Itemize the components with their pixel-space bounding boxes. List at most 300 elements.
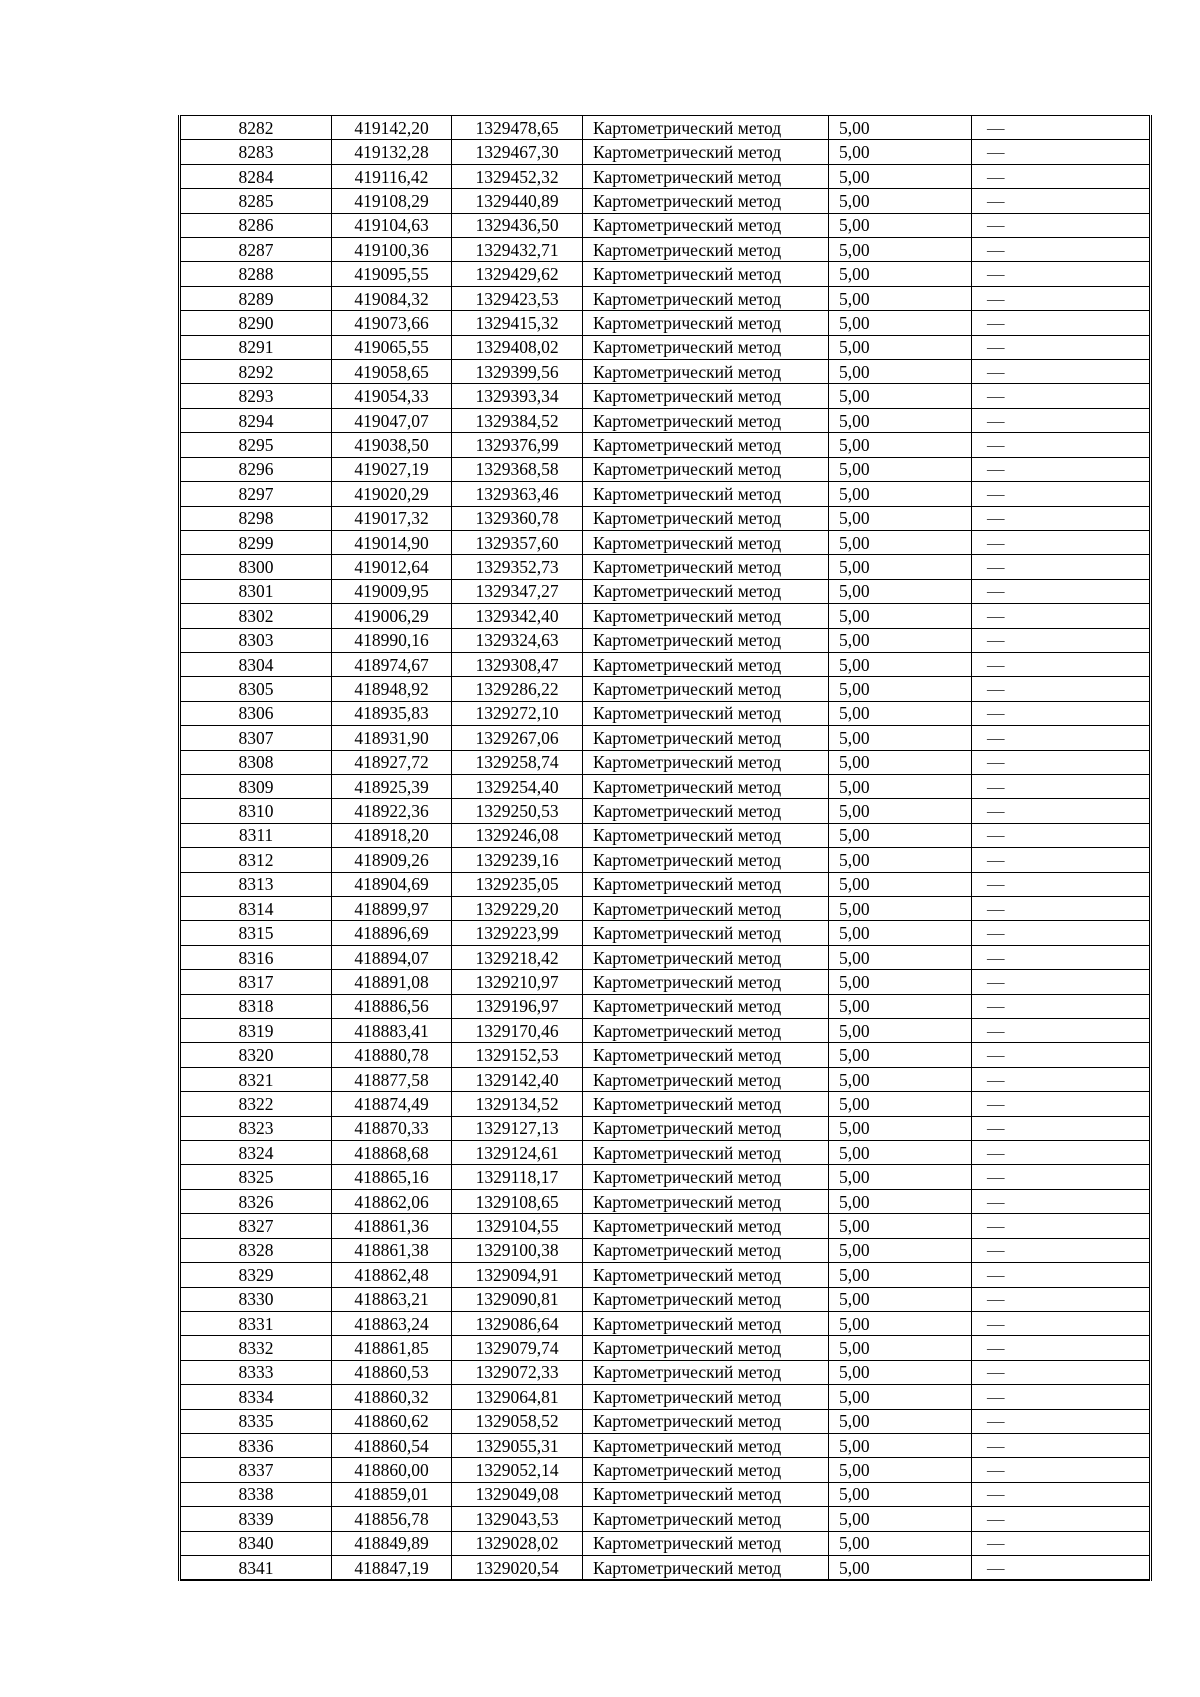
accuracy-cell: 5,00	[829, 701, 972, 725]
x-coordinate-cell: 419095,55	[332, 262, 452, 286]
x-coordinate-cell: 418861,38	[332, 1238, 452, 1262]
accuracy-cell: 5,00	[829, 433, 972, 457]
method-cell: Картометрический метод	[583, 750, 829, 774]
point-number-cell: 8340	[180, 1531, 332, 1555]
y-coordinate-cell: 1329246,08	[452, 823, 583, 847]
table-body	[180, 116, 1151, 1581]
method-cell: Картометрический метод	[583, 1019, 829, 1043]
table-row	[180, 433, 1151, 457]
accuracy-cell: 5,00	[829, 1287, 972, 1311]
description-cell: —	[972, 1287, 1151, 1311]
description-cell: —	[972, 164, 1151, 188]
description-cell: —	[972, 311, 1151, 335]
accuracy-cell: 5,00	[829, 1409, 972, 1433]
method-cell: Картометрический метод	[583, 897, 829, 921]
point-number-cell: 8303	[180, 628, 332, 652]
point-number-cell: 8336	[180, 1433, 332, 1457]
point-number-cell: 8329	[180, 1263, 332, 1287]
method-cell: Картометрический метод	[583, 1336, 829, 1360]
description-cell: —	[972, 335, 1151, 359]
x-coordinate-cell: 419014,90	[332, 530, 452, 554]
accuracy-cell: 5,00	[829, 872, 972, 896]
description-cell: —	[972, 848, 1151, 872]
point-number-cell: 8283	[180, 140, 332, 164]
y-coordinate-cell: 1329432,71	[452, 238, 583, 262]
x-coordinate-cell: 418856,78	[332, 1507, 452, 1531]
y-coordinate-cell: 1329086,64	[452, 1311, 583, 1335]
description-cell: —	[972, 213, 1151, 237]
y-coordinate-cell: 1329090,81	[452, 1287, 583, 1311]
description-cell: —	[972, 945, 1151, 969]
x-coordinate-cell: 418868,68	[332, 1141, 452, 1165]
y-coordinate-cell: 1329429,62	[452, 262, 583, 286]
point-number-cell: 8331	[180, 1311, 332, 1335]
accuracy-cell: 5,00	[829, 335, 972, 359]
point-number-cell: 8284	[180, 164, 332, 188]
x-coordinate-cell: 418931,90	[332, 726, 452, 750]
description-cell: —	[972, 530, 1151, 554]
description-cell: —	[972, 897, 1151, 921]
x-coordinate-cell: 419100,36	[332, 238, 452, 262]
x-coordinate-cell: 418877,58	[332, 1067, 452, 1091]
table-row	[180, 1433, 1151, 1457]
table-row	[180, 921, 1151, 945]
y-coordinate-cell: 1329376,99	[452, 433, 583, 457]
accuracy-cell: 5,00	[829, 1067, 972, 1091]
method-cell: Картометрический метод	[583, 726, 829, 750]
method-cell: Картометрический метод	[583, 408, 829, 432]
description-cell: —	[972, 482, 1151, 506]
table-row	[180, 140, 1151, 164]
accuracy-cell: 5,00	[829, 823, 972, 847]
accuracy-cell: 5,00	[829, 360, 972, 384]
x-coordinate-cell: 418948,92	[332, 677, 452, 701]
method-cell: Картометрический метод	[583, 360, 829, 384]
description-cell: —	[972, 1433, 1151, 1457]
method-cell: Картометрический метод	[583, 799, 829, 823]
point-number-cell: 8282	[180, 116, 332, 140]
point-number-cell: 8334	[180, 1385, 332, 1409]
accuracy-cell: 5,00	[829, 1092, 972, 1116]
point-number-cell: 8302	[180, 604, 332, 628]
table-row	[180, 1555, 1151, 1580]
description-cell: —	[972, 555, 1151, 579]
description-cell: —	[972, 189, 1151, 213]
point-number-cell: 8337	[180, 1458, 332, 1482]
table-row	[180, 1189, 1151, 1213]
table-row	[180, 579, 1151, 603]
description-cell: —	[972, 408, 1151, 432]
table-row	[180, 945, 1151, 969]
description-cell: —	[972, 1458, 1151, 1482]
point-number-cell: 8335	[180, 1409, 332, 1433]
y-coordinate-cell: 1329324,63	[452, 628, 583, 652]
y-coordinate-cell: 1329094,91	[452, 1263, 583, 1287]
method-cell: Картометрический метод	[583, 579, 829, 603]
y-coordinate-cell: 1329124,61	[452, 1141, 583, 1165]
method-cell: Картометрический метод	[583, 1165, 829, 1189]
y-coordinate-cell: 1329267,06	[452, 726, 583, 750]
accuracy-cell: 5,00	[829, 604, 972, 628]
x-coordinate-cell: 418974,67	[332, 652, 452, 676]
table-row	[180, 897, 1151, 921]
accuracy-cell: 5,00	[829, 677, 972, 701]
x-coordinate-cell: 418922,36	[332, 799, 452, 823]
x-coordinate-cell: 418861,85	[332, 1336, 452, 1360]
y-coordinate-cell: 1329250,53	[452, 799, 583, 823]
y-coordinate-cell: 1329079,74	[452, 1336, 583, 1360]
point-number-cell: 8310	[180, 799, 332, 823]
point-number-cell: 8327	[180, 1214, 332, 1238]
description-cell: —	[972, 970, 1151, 994]
x-coordinate-cell: 419017,32	[332, 506, 452, 530]
method-cell: Картометрический метод	[583, 1043, 829, 1067]
accuracy-cell: 5,00	[829, 1238, 972, 1262]
accuracy-cell: 5,00	[829, 1360, 972, 1384]
description-cell: —	[972, 823, 1151, 847]
point-number-cell: 8295	[180, 433, 332, 457]
accuracy-cell: 5,00	[829, 116, 972, 140]
x-coordinate-cell: 419027,19	[332, 457, 452, 481]
point-number-cell: 8313	[180, 872, 332, 896]
table-row	[180, 555, 1151, 579]
table-row	[180, 189, 1151, 213]
method-cell: Картометрический метод	[583, 1214, 829, 1238]
point-number-cell: 8314	[180, 897, 332, 921]
method-cell: Картометрический метод	[583, 311, 829, 335]
method-cell: Картометрический метод	[583, 652, 829, 676]
description-cell: —	[972, 1092, 1151, 1116]
x-coordinate-cell: 418883,41	[332, 1019, 452, 1043]
y-coordinate-cell: 1329100,38	[452, 1238, 583, 1262]
point-number-cell: 8296	[180, 457, 332, 481]
x-coordinate-cell: 418891,08	[332, 970, 452, 994]
y-coordinate-cell: 1329218,42	[452, 945, 583, 969]
table-row	[180, 872, 1151, 896]
method-cell: Картометрический метод	[583, 970, 829, 994]
x-coordinate-cell: 418935,83	[332, 701, 452, 725]
method-cell: Картометрический метод	[583, 1116, 829, 1140]
accuracy-cell: 5,00	[829, 1555, 972, 1580]
y-coordinate-cell: 1329254,40	[452, 774, 583, 798]
description-cell: —	[972, 701, 1151, 725]
table-row	[180, 286, 1151, 310]
point-number-cell: 8324	[180, 1141, 332, 1165]
method-cell: Картометрический метод	[583, 872, 829, 896]
accuracy-cell: 5,00	[829, 945, 972, 969]
y-coordinate-cell: 1329440,89	[452, 189, 583, 213]
x-coordinate-cell: 419104,63	[332, 213, 452, 237]
table-row	[180, 1263, 1151, 1287]
method-cell: Картометрический метод	[583, 1238, 829, 1262]
table-row	[180, 970, 1151, 994]
x-coordinate-cell: 418863,24	[332, 1311, 452, 1335]
y-coordinate-cell: 1329142,40	[452, 1067, 583, 1091]
x-coordinate-cell: 419054,33	[332, 384, 452, 408]
description-cell: —	[972, 1336, 1151, 1360]
accuracy-cell: 5,00	[829, 994, 972, 1018]
accuracy-cell: 5,00	[829, 408, 972, 432]
table-row	[180, 750, 1151, 774]
table-row	[180, 335, 1151, 359]
x-coordinate-cell: 419058,65	[332, 360, 452, 384]
x-coordinate-cell: 419009,95	[332, 579, 452, 603]
description-cell: —	[972, 506, 1151, 530]
x-coordinate-cell: 418918,20	[332, 823, 452, 847]
accuracy-cell: 5,00	[829, 238, 972, 262]
method-cell: Картометрический метод	[583, 555, 829, 579]
y-coordinate-cell: 1329235,05	[452, 872, 583, 896]
table-row	[180, 1019, 1151, 1043]
description-cell: —	[972, 1214, 1151, 1238]
accuracy-cell: 5,00	[829, 482, 972, 506]
coordinates-table	[178, 115, 1152, 1581]
accuracy-cell: 5,00	[829, 311, 972, 335]
description-cell: —	[972, 1531, 1151, 1555]
x-coordinate-cell: 419020,29	[332, 482, 452, 506]
x-coordinate-cell: 418904,69	[332, 872, 452, 896]
accuracy-cell: 5,00	[829, 286, 972, 310]
point-number-cell: 8315	[180, 921, 332, 945]
description-cell: —	[972, 921, 1151, 945]
point-number-cell: 8320	[180, 1043, 332, 1067]
table-row	[180, 116, 1151, 140]
x-coordinate-cell: 418859,01	[332, 1482, 452, 1506]
description-cell: —	[972, 140, 1151, 164]
point-number-cell: 8285	[180, 189, 332, 213]
table-row	[180, 823, 1151, 847]
x-coordinate-cell: 418874,49	[332, 1092, 452, 1116]
accuracy-cell: 5,00	[829, 1019, 972, 1043]
x-coordinate-cell: 418860,00	[332, 1458, 452, 1482]
table-row	[180, 994, 1151, 1018]
y-coordinate-cell: 1329127,13	[452, 1116, 583, 1140]
table-row	[180, 774, 1151, 798]
table-row	[180, 1507, 1151, 1531]
point-number-cell: 8291	[180, 335, 332, 359]
x-coordinate-cell: 419047,07	[332, 408, 452, 432]
x-coordinate-cell: 419012,64	[332, 555, 452, 579]
method-cell: Картометрический метод	[583, 530, 829, 554]
table-row	[180, 677, 1151, 701]
y-coordinate-cell: 1329210,97	[452, 970, 583, 994]
y-coordinate-cell: 1329357,60	[452, 530, 583, 554]
x-coordinate-cell: 418896,69	[332, 921, 452, 945]
y-coordinate-cell: 1329239,16	[452, 848, 583, 872]
x-coordinate-cell: 418861,36	[332, 1214, 452, 1238]
method-cell: Картометрический метод	[583, 604, 829, 628]
method-cell: Картометрический метод	[583, 1067, 829, 1091]
table-row	[180, 1165, 1151, 1189]
description-cell: —	[972, 116, 1151, 140]
accuracy-cell: 5,00	[829, 457, 972, 481]
point-number-cell: 8312	[180, 848, 332, 872]
point-number-cell: 8311	[180, 823, 332, 847]
description-cell: —	[972, 286, 1151, 310]
table-row	[180, 1116, 1151, 1140]
table-row	[180, 457, 1151, 481]
y-coordinate-cell: 1329286,22	[452, 677, 583, 701]
y-coordinate-cell: 1329360,78	[452, 506, 583, 530]
accuracy-cell: 5,00	[829, 1043, 972, 1067]
y-coordinate-cell: 1329108,65	[452, 1189, 583, 1213]
description-cell: —	[972, 677, 1151, 701]
y-coordinate-cell: 1329134,52	[452, 1092, 583, 1116]
y-coordinate-cell: 1329415,32	[452, 311, 583, 335]
table-row	[180, 726, 1151, 750]
method-cell: Картометрический метод	[583, 286, 829, 310]
table-row	[180, 1287, 1151, 1311]
table-row	[180, 360, 1151, 384]
accuracy-cell: 5,00	[829, 1116, 972, 1140]
point-number-cell: 8289	[180, 286, 332, 310]
x-coordinate-cell: 419108,29	[332, 189, 452, 213]
method-cell: Картометрический метод	[583, 1507, 829, 1531]
point-number-cell: 8288	[180, 262, 332, 286]
x-coordinate-cell: 418860,32	[332, 1385, 452, 1409]
point-number-cell: 8287	[180, 238, 332, 262]
x-coordinate-cell: 418927,72	[332, 750, 452, 774]
point-number-cell: 8300	[180, 555, 332, 579]
y-coordinate-cell: 1329229,20	[452, 897, 583, 921]
point-number-cell: 8318	[180, 994, 332, 1018]
description-cell: —	[972, 579, 1151, 603]
table-row	[180, 1385, 1151, 1409]
description-cell: —	[972, 238, 1151, 262]
y-coordinate-cell: 1329308,47	[452, 652, 583, 676]
table-row	[180, 1458, 1151, 1482]
x-coordinate-cell: 418862,48	[332, 1263, 452, 1287]
accuracy-cell: 5,00	[829, 1263, 972, 1287]
method-cell: Картометрический метод	[583, 506, 829, 530]
point-number-cell: 8330	[180, 1287, 332, 1311]
table-row	[180, 848, 1151, 872]
description-cell: —	[972, 872, 1151, 896]
method-cell: Картометрический метод	[583, 335, 829, 359]
description-cell: —	[972, 1141, 1151, 1165]
point-number-cell: 8339	[180, 1507, 332, 1531]
y-coordinate-cell: 1329478,65	[452, 116, 583, 140]
point-number-cell: 8316	[180, 945, 332, 969]
x-coordinate-cell: 419084,32	[332, 286, 452, 310]
accuracy-cell: 5,00	[829, 506, 972, 530]
table-row	[180, 652, 1151, 676]
method-cell: Картометрический метод	[583, 1360, 829, 1384]
point-number-cell: 8307	[180, 726, 332, 750]
y-coordinate-cell: 1329363,46	[452, 482, 583, 506]
table-row	[180, 604, 1151, 628]
method-cell: Картометрический метод	[583, 238, 829, 262]
point-number-cell: 8341	[180, 1555, 332, 1580]
description-cell: —	[972, 1043, 1151, 1067]
description-cell: —	[972, 1165, 1151, 1189]
description-cell: —	[972, 1507, 1151, 1531]
description-cell: —	[972, 1019, 1151, 1043]
table-row	[180, 1214, 1151, 1238]
description-cell: —	[972, 994, 1151, 1018]
method-cell: Картометрический метод	[583, 1458, 829, 1482]
method-cell: Картометрический метод	[583, 1311, 829, 1335]
point-number-cell: 8293	[180, 384, 332, 408]
point-number-cell: 8328	[180, 1238, 332, 1262]
description-cell: —	[972, 628, 1151, 652]
table-row	[180, 628, 1151, 652]
x-coordinate-cell: 418925,39	[332, 774, 452, 798]
description-cell: —	[972, 457, 1151, 481]
x-coordinate-cell: 419073,66	[332, 311, 452, 335]
point-number-cell: 8297	[180, 482, 332, 506]
x-coordinate-cell: 419132,28	[332, 140, 452, 164]
point-number-cell: 8294	[180, 408, 332, 432]
accuracy-cell: 5,00	[829, 1385, 972, 1409]
accuracy-cell: 5,00	[829, 897, 972, 921]
point-number-cell: 8292	[180, 360, 332, 384]
point-number-cell: 8333	[180, 1360, 332, 1384]
x-coordinate-cell: 418899,97	[332, 897, 452, 921]
description-cell: —	[972, 1360, 1151, 1384]
accuracy-cell: 5,00	[829, 774, 972, 798]
point-number-cell: 8304	[180, 652, 332, 676]
method-cell: Картометрический метод	[583, 994, 829, 1018]
x-coordinate-cell: 419116,42	[332, 164, 452, 188]
x-coordinate-cell: 418860,62	[332, 1409, 452, 1433]
point-number-cell: 8306	[180, 701, 332, 725]
description-cell: —	[972, 604, 1151, 628]
accuracy-cell: 5,00	[829, 750, 972, 774]
method-cell: Картометрический метод	[583, 433, 829, 457]
method-cell: Картометрический метод	[583, 848, 829, 872]
table-row	[180, 1531, 1151, 1555]
y-coordinate-cell: 1329049,08	[452, 1482, 583, 1506]
point-number-cell: 8301	[180, 579, 332, 603]
table-row	[180, 1043, 1151, 1067]
description-cell: —	[972, 774, 1151, 798]
method-cell: Картометрический метод	[583, 140, 829, 164]
accuracy-cell: 5,00	[829, 799, 972, 823]
accuracy-cell: 5,00	[829, 970, 972, 994]
y-coordinate-cell: 1329399,56	[452, 360, 583, 384]
description-cell: —	[972, 1116, 1151, 1140]
point-number-cell: 8299	[180, 530, 332, 554]
description-cell: —	[972, 799, 1151, 823]
y-coordinate-cell: 1329043,53	[452, 1507, 583, 1531]
accuracy-cell: 5,00	[829, 1458, 972, 1482]
y-coordinate-cell: 1329452,32	[452, 164, 583, 188]
point-number-cell: 8326	[180, 1189, 332, 1213]
point-number-cell: 8322	[180, 1092, 332, 1116]
accuracy-cell: 5,00	[829, 1214, 972, 1238]
description-cell: —	[972, 750, 1151, 774]
point-number-cell: 8325	[180, 1165, 332, 1189]
description-cell: —	[972, 1263, 1151, 1287]
accuracy-cell: 5,00	[829, 262, 972, 286]
point-number-cell: 8309	[180, 774, 332, 798]
table-row	[180, 1067, 1151, 1091]
accuracy-cell: 5,00	[829, 1189, 972, 1213]
table-row	[180, 506, 1151, 530]
accuracy-cell: 5,00	[829, 189, 972, 213]
accuracy-cell: 5,00	[829, 1507, 972, 1531]
method-cell: Картометрический метод	[583, 1141, 829, 1165]
method-cell: Картометрический метод	[583, 189, 829, 213]
x-coordinate-cell: 418909,26	[332, 848, 452, 872]
x-coordinate-cell: 418886,56	[332, 994, 452, 1018]
x-coordinate-cell: 418863,21	[332, 1287, 452, 1311]
description-cell: —	[972, 1409, 1151, 1433]
method-cell: Картометрический метод	[583, 384, 829, 408]
table-row	[180, 311, 1151, 335]
method-cell: Картометрический метод	[583, 1189, 829, 1213]
